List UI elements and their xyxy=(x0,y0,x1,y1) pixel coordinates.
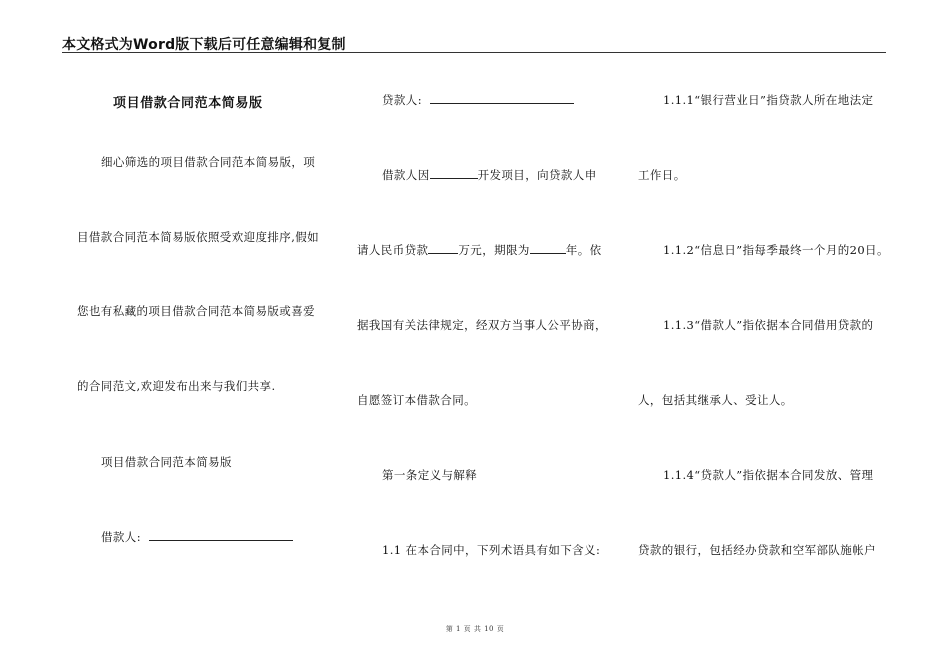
section-subtitle: 项目借款合同范本简易版 xyxy=(101,455,232,469)
clause-1-1-4-line-2: 贷款的银行，包括经办贷款和空军部队施帐户 xyxy=(638,543,876,557)
borrower-label: 借款人: xyxy=(101,530,141,544)
intro-line-2: 目借款合同范本简易版依照受欢迎度排序,假如 xyxy=(77,230,320,244)
clause-1-1-2: 1.1.2“信息日”指每季最终一个月的20日。 xyxy=(663,243,889,257)
p2-part-a: 请人民币贷款 xyxy=(357,243,429,257)
paragraph-line-2 xyxy=(357,242,602,258)
paragraph-line-1 xyxy=(382,167,597,183)
header-text: 本文格式为Word版下载后可任意编辑和复制 xyxy=(62,37,346,53)
project-blank xyxy=(430,168,478,179)
p1-part-b: 开发项目，向贷款人申 xyxy=(477,168,597,182)
document-header xyxy=(62,34,886,53)
clause-1-1-1-line-1: 1.1.1“银行营业日”指贷款人所在地法定 xyxy=(663,93,874,107)
borrower-blank xyxy=(149,530,293,541)
clause-1-1-4-line-1: 1.1.4“贷款人”指依据本合同发放、管理 xyxy=(663,468,874,482)
term-blank xyxy=(530,243,566,254)
intro-line-3: 您也有私藏的项目借款合同范本简易版或喜爱 xyxy=(77,304,315,318)
p2-part-c: 年。依 xyxy=(565,243,602,257)
paragraph-line-4: 自愿签订本借款合同。 xyxy=(357,393,476,407)
clause-1-1-3-line-1: 1.1.3“借款人”指依据本合同借用贷款的 xyxy=(663,318,874,332)
intro-line-4: 的合同范文,欢迎发布出来与我们共享. xyxy=(77,379,276,393)
page-number: 第 1 页 共 10 页 xyxy=(445,625,505,633)
paragraph-line-3: 据我国有关法律规定，经双方当事人公平协商， xyxy=(357,318,607,332)
lender-field xyxy=(382,92,574,108)
clause-1-1: 1.1 在本合同中，下列术语具有如下含义: xyxy=(382,543,601,557)
clause-1-1-1-line-2: 工作日。 xyxy=(638,168,686,182)
borrower-field xyxy=(101,529,293,545)
clause-1-1-3-line-2: 人，包括其继承人、受让人。 xyxy=(638,393,793,407)
lender-label: 贷款人: xyxy=(382,93,422,107)
p1-part-a: 借款人因 xyxy=(382,168,430,182)
amount-blank xyxy=(428,243,458,254)
lender-blank xyxy=(430,93,574,104)
article-1-heading: 第一条定义与解释 xyxy=(382,468,478,482)
intro-line-1: 细心筛选的项目借款合同范本简易版，项 xyxy=(101,155,316,169)
p2-part-b: 万元，期限为 xyxy=(458,243,530,257)
document-title: 项目借款合同范本简易版 xyxy=(113,96,263,111)
